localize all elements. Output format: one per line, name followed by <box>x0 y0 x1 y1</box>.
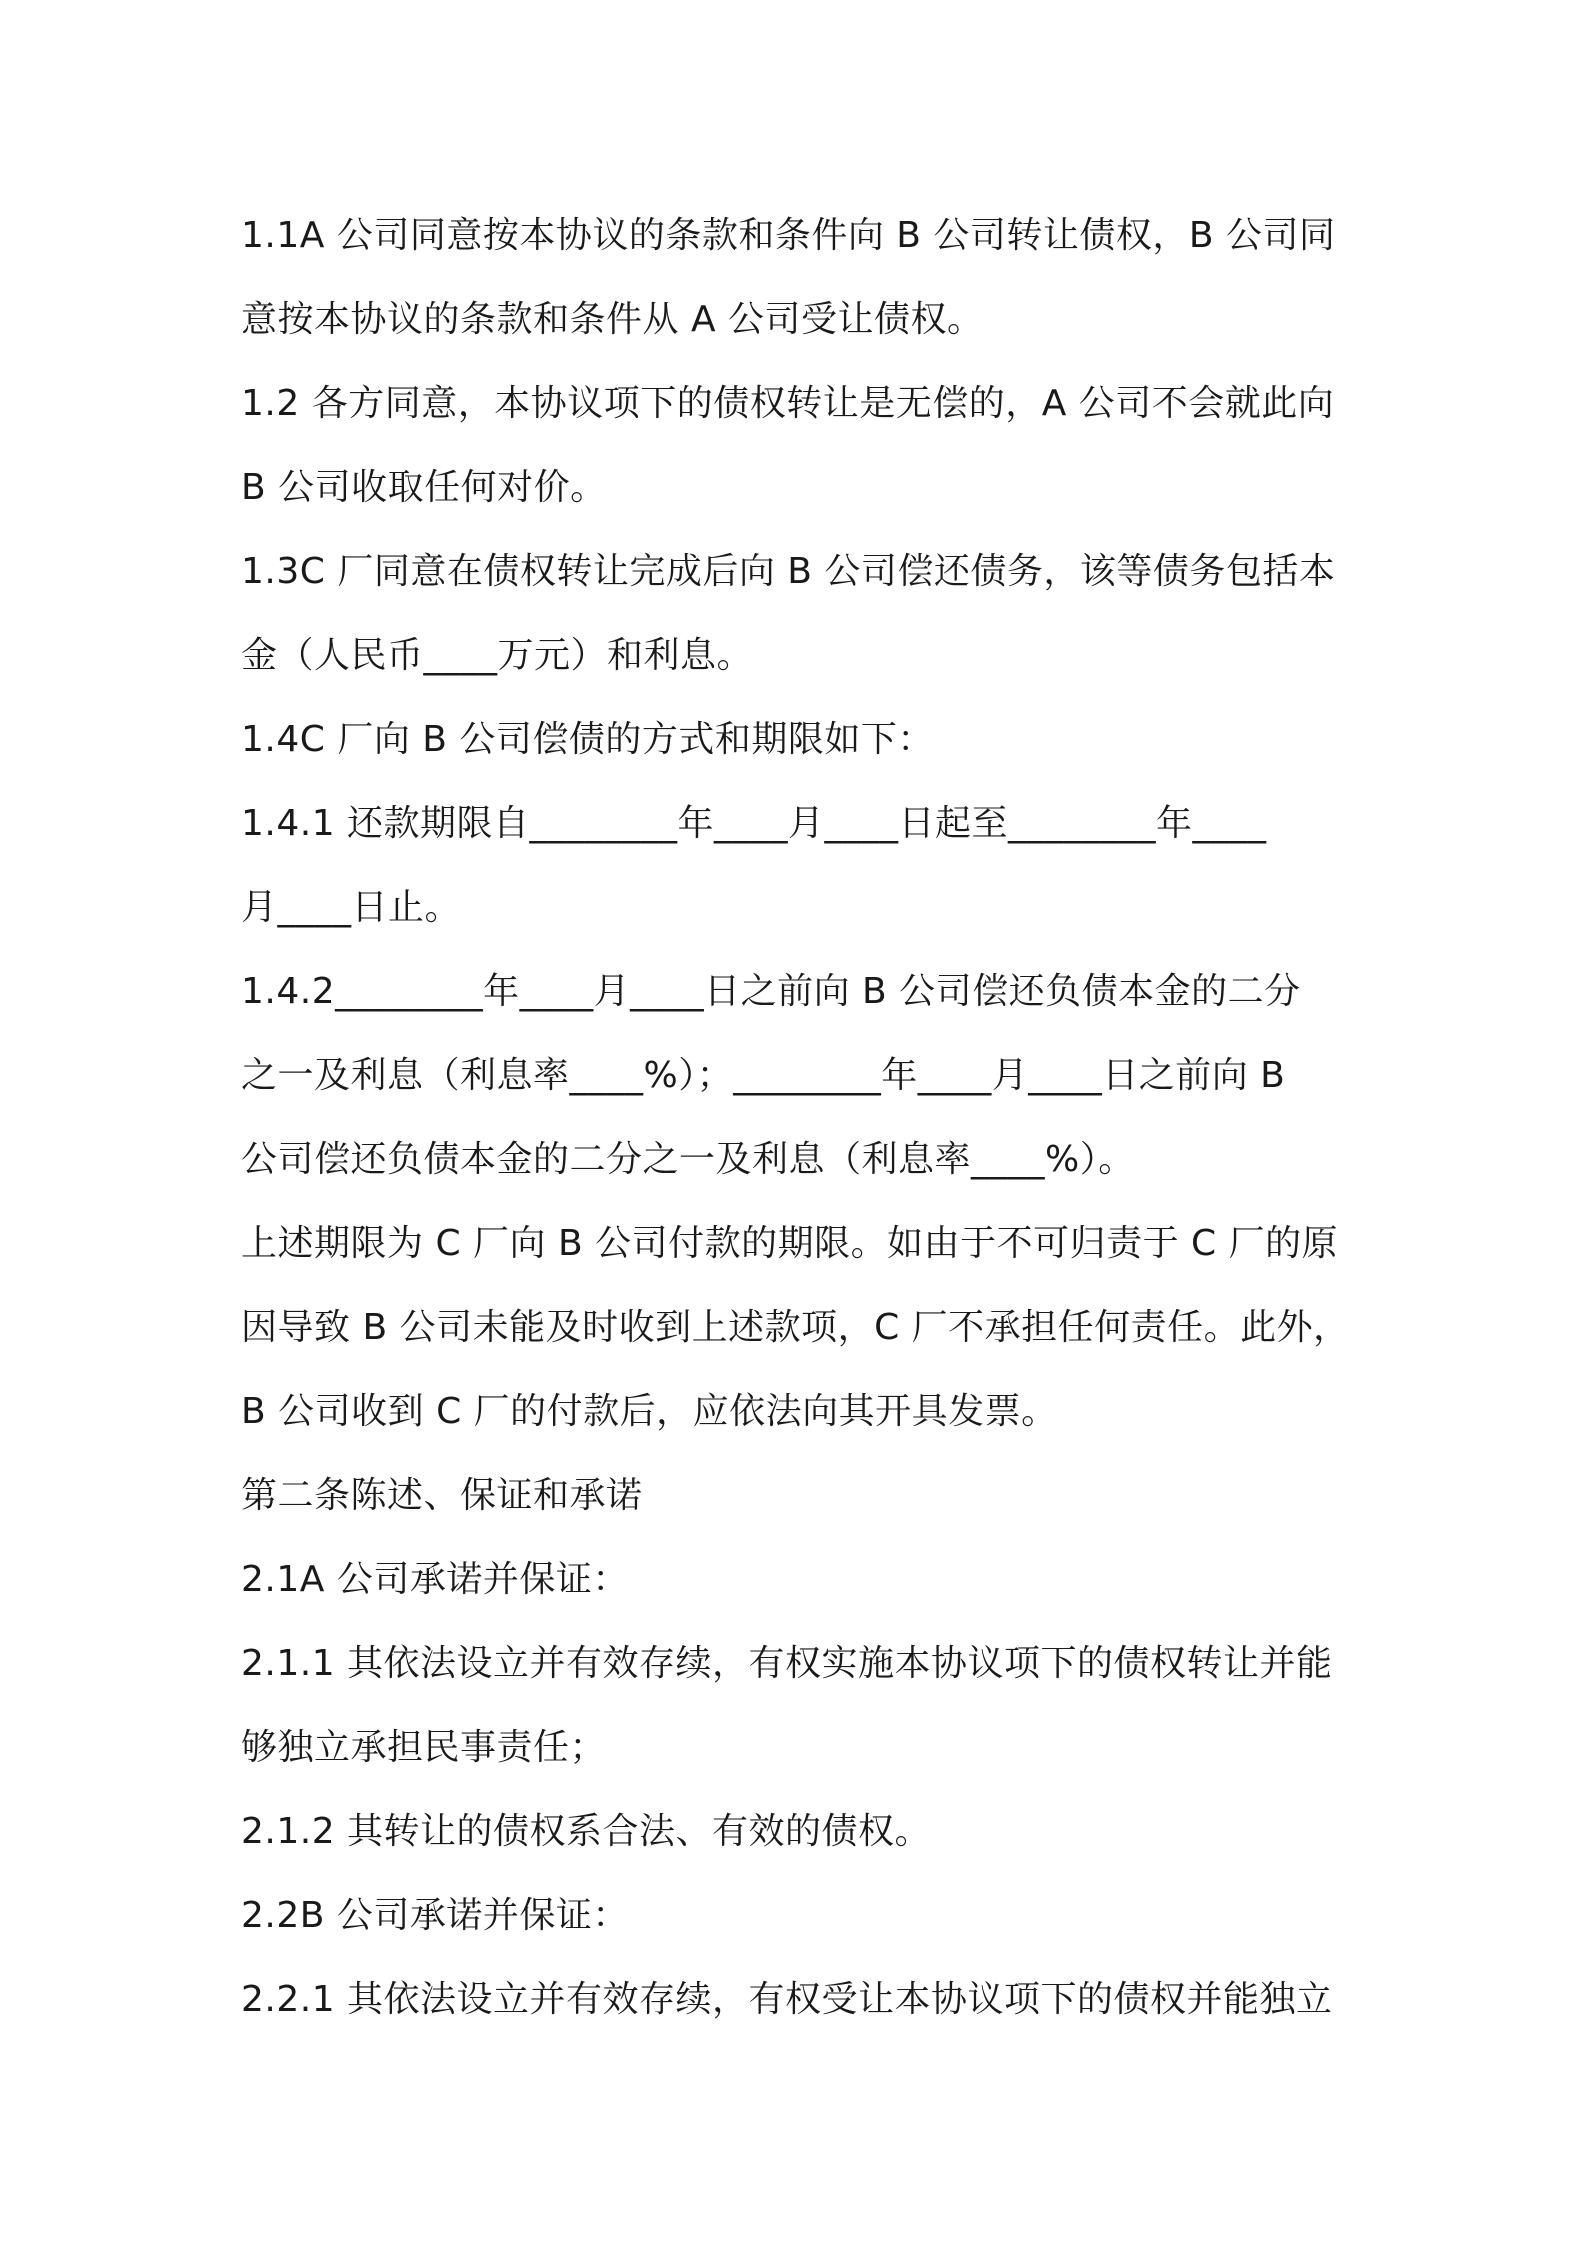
text-line: 1.2 各方同意，本协议项下的债权转让是无偿的，A 公司不会就此向 <box>241 383 1335 424</box>
text-line: 1.1A 公司同意按本协议的条款和条件向 B 公司转让债权，B 公司同 <box>241 215 1336 256</box>
text-line: 2.1A 公司承诺并保证： <box>241 1559 629 1600</box>
section-heading: 第二条陈述、保证和承诺 <box>241 1475 643 1516</box>
text-line: 公司偿还负债本金的二分之一及利息（利息率____%）。 <box>241 1139 1135 1180</box>
text-line: 意按本协议的条款和条件从 A 公司受让债权。 <box>241 299 984 340</box>
text-line: 2.1.2 其转让的债权系合法、有效的债权。 <box>241 1811 932 1852</box>
text-line: 之一及利息（利息率____%）；________年____月____日之前向 B <box>241 1055 1286 1096</box>
text-line: B 公司收到 C 厂的付款后，应依法向其开具发票。 <box>241 1391 1058 1432</box>
text-line: 1.3C 厂同意在债权转让完成后向 B 公司偿还债务，该等债务包括本 <box>241 551 1336 592</box>
document-body <box>241 194 1361 2042</box>
text-line: 2.2B 公司承诺并保证： <box>241 1895 629 1936</box>
text-line: 2.1.1 其依法设立并有效存续，有权实施本协议项下的债权转让并能 <box>241 1643 1333 1684</box>
text-line: B 公司收取任何对价。 <box>241 467 607 508</box>
text-line: 月____日止。 <box>241 887 462 928</box>
text-line: 2.2.1 其依法设立并有效存续，有权受让本协议项下的债权并能独立 <box>241 1979 1333 2020</box>
text-line: 上述期限为 C 厂向 B 公司付款的期限。如由于不可归责于 C 厂的原 <box>241 1223 1339 1264</box>
text-line: 因导致 B 公司未能及时收到上述款项，C 厂不承担任何责任。此外， <box>241 1307 1350 1348</box>
text-line: 金（人民币____万元）和利息。 <box>241 635 754 676</box>
text-line: 够独立承担民事责任； <box>241 1727 607 1768</box>
text-line: 1.4.2________年____月____日之前向 B 公司偿还负债本金的二分 <box>241 971 1301 1012</box>
text-line: 1.4C 厂向 B 公司偿债的方式和期限如下： <box>241 719 934 760</box>
text-line: 1.4.1 还款期限自________年____月____日起至________年____ <box>241 803 1267 844</box>
